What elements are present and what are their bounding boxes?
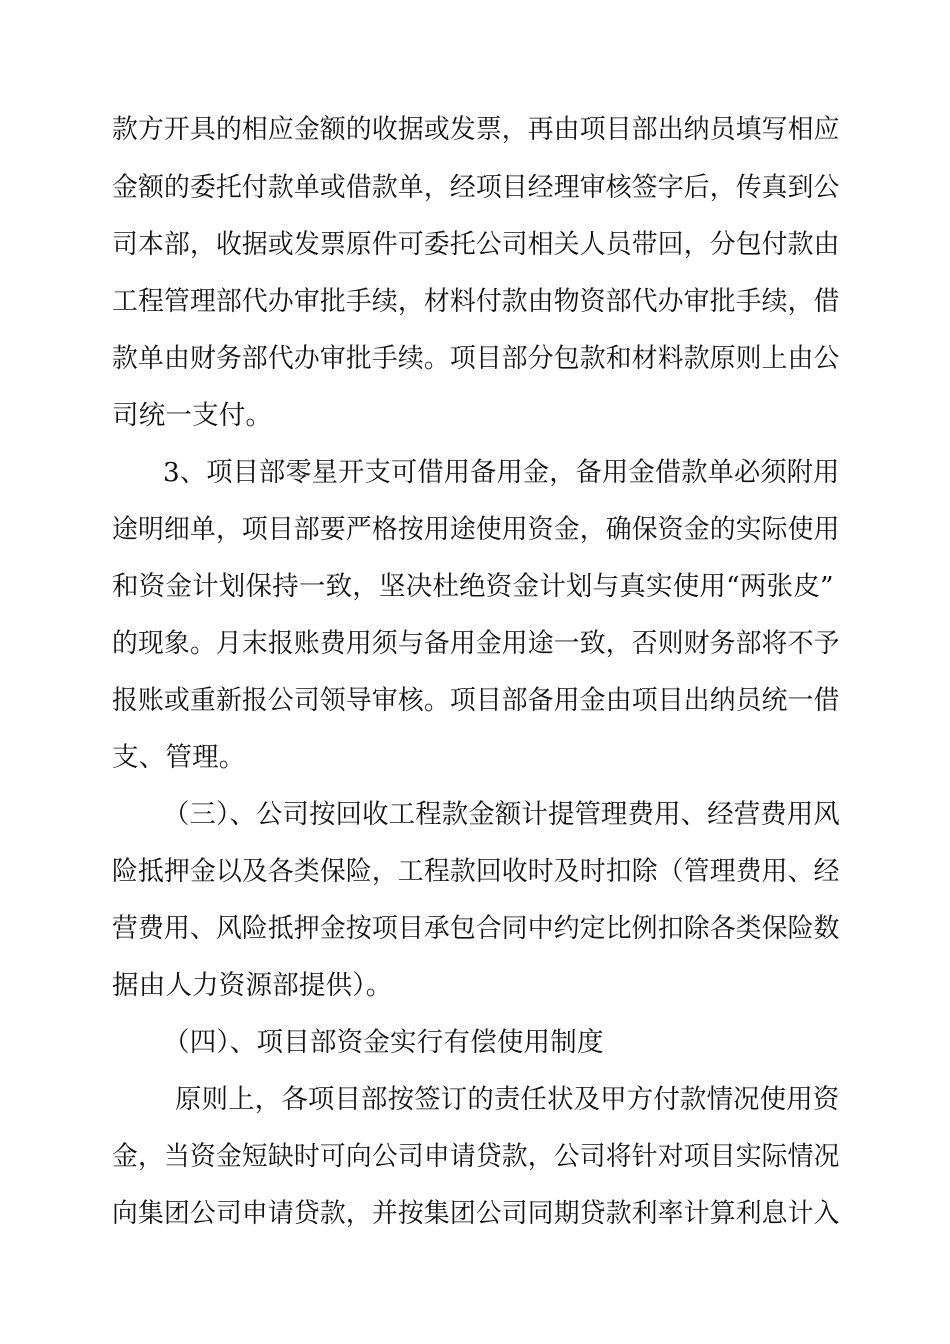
text-line-20: 向集团公司申请贷款，并按集团公司同期贷款利率计算利息计入: [112, 1198, 840, 1229]
text-line-19: 金，当资金短缺时可向公司申请贷款，公司将针对项目实际情况: [112, 1141, 840, 1172]
text-line-18: 原则上，各项目部按签订的责任状及甲方付款情况使用资: [175, 1084, 840, 1115]
text-line-14: 险抵押金以及各类保险，工程款回收时及时扣除（管理费用、经: [112, 856, 840, 887]
text-line-6: 司统一支付。: [112, 400, 273, 431]
text-line-15: 营费用、风险抵押金按项目承包合同中约定比例扣除各类保险数: [112, 913, 840, 944]
text-line-16: 据由人力资源部提供）。: [112, 970, 393, 1001]
text-line-11: 报账或重新报公司领导审核。项目部备用金由项目出纳员统一借: [112, 685, 840, 716]
text-line-7: 3、项目部零星开支可借用备用金，备用金借款单必须附用: [163, 457, 840, 488]
text-line-1: 款方开具的相应金额的收据或发票，再由项目部出纳员填写相应: [112, 114, 840, 145]
text-line-3: 司本部，收据或发票原件可委托公司相关人员带回，分包付款由: [112, 229, 840, 260]
text-line-17: （四）、项目部资金实行有偿使用制度: [163, 1027, 604, 1058]
text-line-10: 的现象。月末报账费用须与备用金用途一致，否则财务部将不予: [112, 628, 840, 659]
text-line-8: 途明细单，项目部要严格按用途使用资金，确保资金的实际使用: [112, 514, 840, 545]
text-line-9: 和资金计划保持一致，坚决杜绝资金计划与真实使用“两张皮”: [112, 571, 834, 602]
text-line-2: 金额的委托付款单或借款单，经项目经理审核签字后，传真到公: [112, 172, 840, 203]
text-line-5: 款单由财务部代办审批手续。项目部分包款和材料款原则上由公: [112, 343, 840, 374]
text-line-12: 支、管理。: [112, 742, 246, 773]
text-line-13: （三）、公司按回收工程款金额计提管理费用、经营费用风: [163, 799, 840, 830]
text-line-4: 工程管理部代办审批手续，材料付款由物资部代办审批手续，借: [112, 286, 840, 317]
